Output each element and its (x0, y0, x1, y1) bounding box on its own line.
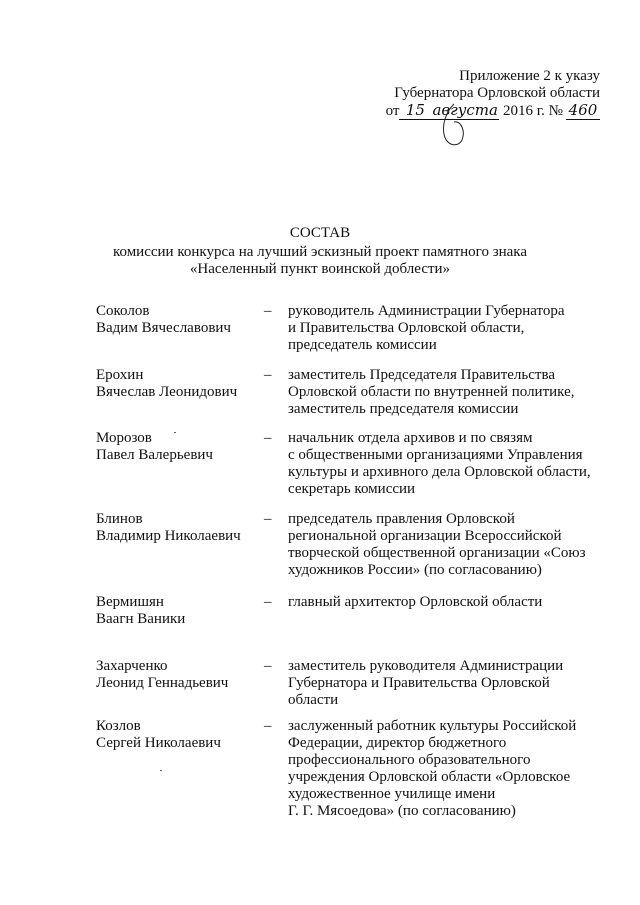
member-role (288, 303, 604, 354)
date-prefix: от (385, 103, 400, 119)
dash-separator: – (264, 718, 272, 734)
role-line: региональной организации Всероссийской (288, 528, 562, 544)
member-given-name: Леонид Геннадьевич (96, 675, 229, 691)
handwritten-decree-number: 460 (566, 102, 600, 120)
role-line: начальник отдела архивов и по связям (288, 430, 533, 446)
appendix-header (360, 68, 600, 120)
dash-separator: – (264, 658, 272, 674)
member-name (96, 594, 261, 628)
role-line: заслуженный работник культуры Российской (288, 718, 577, 734)
member-role (288, 594, 604, 611)
dash-separator: – (264, 430, 272, 446)
member-role (288, 430, 604, 498)
member-name (96, 658, 261, 692)
role-line: и Правительства Орловской области, (288, 320, 525, 336)
member-name (96, 367, 261, 401)
member-role (288, 367, 604, 418)
member-surname: Вермишян (96, 594, 164, 610)
dash-separator: – (264, 303, 272, 319)
decree-date-line (360, 102, 600, 120)
member-surname: Козлов (96, 718, 141, 734)
role-line: секретарь комиссии (288, 481, 416, 497)
dash-separator: – (264, 367, 272, 383)
member-surname: Блинов (96, 511, 143, 527)
member-given-name: Ваагн Ваники (96, 611, 186, 627)
member-name (96, 511, 261, 545)
role-line: председатель правления Орловской (288, 511, 515, 527)
role-line: Губернатора и Правительства Орловской (288, 675, 550, 691)
role-line: учреждения Орловской области «Орловское (288, 769, 571, 785)
member-name (96, 718, 261, 752)
member-role (288, 511, 604, 579)
handwritten-month: августа (432, 101, 498, 119)
role-line: главный архитектор Орловской области (288, 594, 543, 610)
scan-speck (174, 432, 176, 433)
role-line: председатель комиссии (288, 337, 437, 353)
role-line: с общественными организациями Управления (288, 447, 583, 463)
title-subtitle-line-2: «Населенный пункт воинской доблести» (189, 261, 451, 277)
appendix-line-1: Приложение 2 к указу (459, 68, 600, 84)
member-given-name: Вадим Вячеславович (96, 320, 231, 336)
role-line: Г. Г. Мясоедова» (по согласованию) (288, 803, 516, 819)
role-line: творческой общественной организации «Союз (288, 545, 586, 561)
role-line: области (288, 692, 339, 708)
member-given-name: Сергей Николаевич (96, 735, 221, 751)
date-year-number-label: 2016 г. № (502, 103, 563, 119)
dash-separator: – (264, 594, 272, 610)
member-role (288, 718, 604, 820)
member-surname: Ерохин (96, 367, 144, 383)
role-line: заместитель председателя комиссии (288, 401, 519, 417)
title-subtitle-line-1: комиссии конкурса на лучший эскизный проект памятного знака (112, 244, 528, 260)
scan-speck (160, 770, 162, 771)
document-title (0, 225, 640, 278)
role-line: художественное училище имени (288, 786, 496, 802)
member-surname: Соколов (96, 303, 150, 319)
role-line: Орловской области по внутренней политике, (288, 384, 575, 400)
member-name (96, 303, 261, 337)
role-line: художников России» (по согласованию) (288, 562, 542, 578)
role-line: культуры и архивного дела Орловской области, (288, 464, 591, 480)
member-surname: Захарченко (96, 658, 168, 674)
member-given-name: Вячеслав Леонидович (96, 384, 238, 400)
role-line: руководитель Администрации Губернатора (288, 303, 565, 319)
role-line: профессионального образовательного (288, 752, 531, 768)
signature-mark (436, 102, 476, 150)
title-heading: СОСТАВ (289, 225, 351, 241)
dash-separator: – (264, 511, 272, 527)
member-surname: Морозов (96, 430, 152, 446)
role-line: заместитель Председателя Правительства (288, 367, 556, 383)
role-line: Федерации, директор бюджетного (288, 735, 507, 751)
member-given-name: Владимир Николаевич (96, 528, 241, 544)
handwritten-day: 15 (399, 102, 431, 120)
member-role (288, 658, 604, 709)
role-line: заместитель руководителя Администрации (288, 658, 564, 674)
member-given-name: Павел Валерьевич (96, 447, 213, 463)
member-name (96, 430, 261, 464)
appendix-line-2: Губернатора Орловской области (394, 85, 600, 101)
